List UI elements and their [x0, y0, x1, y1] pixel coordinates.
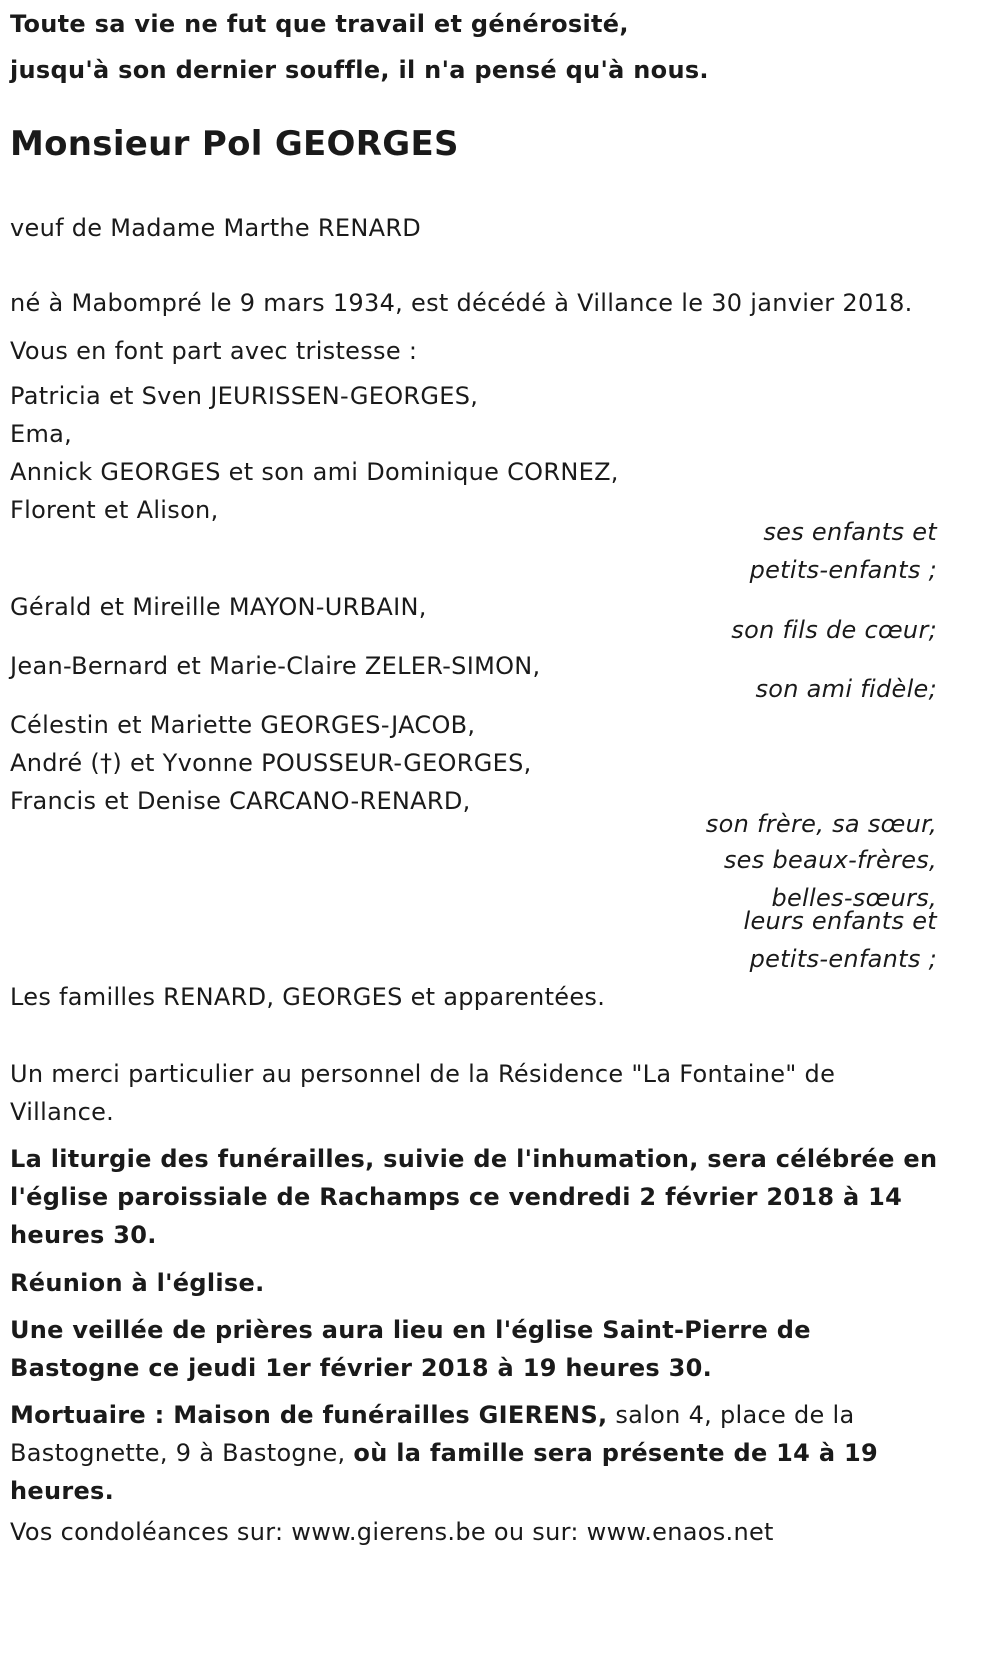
mortuary-presence: où la famille sera présente de 14 à 19 heures.: [10, 1439, 878, 1505]
family-child-3: Annick GEORGES et son ami Dominique CORNEZ,: [10, 458, 619, 486]
mortuary-intro: Mortuaire : Maison de funérailles GIERENS,: [10, 1401, 608, 1429]
condolences-line: Vos condoléances sur: www.gierens.be ou sur: www.enaos.net: [10, 1518, 774, 1546]
mortuary-paragraph: [10, 1396, 940, 1510]
announcement-line: Vous en font part avec tristesse :: [10, 337, 418, 365]
siblings-role-line-5: petits-enfants ;: [749, 945, 937, 973]
sibling-3: Francis et Denise CARCANO-RENARD,: [10, 787, 471, 815]
meeting-line: Réunion à l'église.: [10, 1269, 265, 1297]
sibling-1: Célestin et Mariette GEORGES-JACOB,: [10, 711, 476, 739]
foster-son: Gérald et Mireille MAYON-URBAIN,: [10, 593, 427, 621]
family-child-2: Ema,: [10, 420, 73, 448]
family-child-4: Florent et Alison,: [10, 496, 219, 524]
families-line: Les familles RENARD, GEORGES et apparentées.: [10, 983, 606, 1011]
foster-son-role: son fils de cœur;: [731, 616, 937, 644]
siblings-role-line-4: leurs enfants et: [743, 907, 937, 935]
children-role-line-1: ses enfants et: [763, 518, 937, 546]
friend: Jean-Bernard et Marie-Claire ZELER-SIMON,: [10, 652, 541, 680]
epitaph-line-1: Toute sa vie ne fut que travail et générosité,: [10, 10, 629, 38]
children-role-line-2: petits-enfants ;: [749, 556, 937, 584]
sibling-2: André (†) et Yvonne POUSSEUR-GEORGES,: [10, 749, 532, 777]
widower-line: veuf de Madame Marthe RENARD: [10, 214, 422, 242]
deceased-name: Monsieur Pol GEORGES: [10, 124, 459, 164]
siblings-role-line-1: son frère, sa sœur,: [705, 810, 937, 838]
family-child-1: Patricia et Sven JEURISSEN-GEORGES,: [10, 382, 479, 410]
mortuary-address: salon 4, place de la Bastognette, 9 à Bastogne,: [10, 1401, 855, 1467]
vigil-paragraph: Une veillée de prières aura lieu en l'église Saint-Pierre de Bastogne ce jeudi 1er février 2018 à 19 heures 30.: [10, 1316, 811, 1382]
liturgy-paragraph: La liturgie des funérailles, suivie de l'inhumation, sera célébrée en l'église paroissiale de Rachamps ce vendredi 2 février 2018 à 14 heures 30.: [10, 1145, 938, 1249]
friend-role: son ami fidèle;: [755, 675, 937, 703]
siblings-role-line-2: ses beaux-frères,: [723, 846, 937, 874]
thanks-paragraph: Un merci particulier au personnel de la Résidence "La Fontaine" de Villance.: [10, 1060, 836, 1126]
birth-death-line: né à Mabompré le 9 mars 1934, est décédé à Villance le 30 janvier 2018.: [10, 289, 913, 317]
epitaph-line-2: jusqu'à son dernier souffle, il n'a pensé qu'à nous.: [10, 56, 709, 84]
siblings-role-line-3: belles-sœurs,: [771, 884, 937, 912]
